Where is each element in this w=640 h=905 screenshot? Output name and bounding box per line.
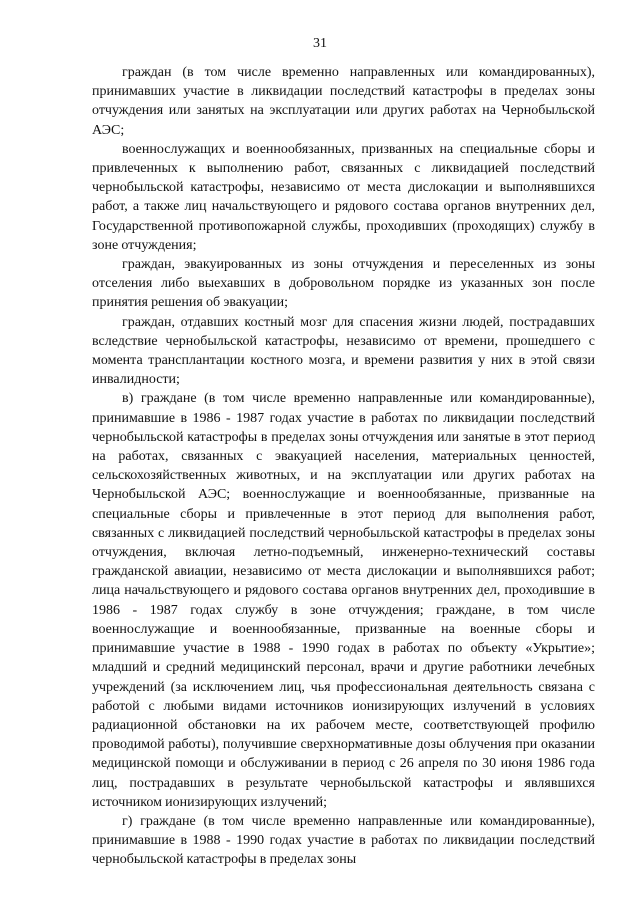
paragraph-participants-liquidation: граждан (в том числе временно направленных или командированных), принимавших участие в ликвидации последствий катастрофы в пределах зоны отчуждения или занятых на эксплуатации или других работах на Чернобыльской АЭС; xyxy=(92,65,595,138)
paragraph-military-personnel: военнослужащих и военнообязанных, призванных на специальные сборы и привлеченных к выполнению работ, связанных с ликвидацией последствий чернобыльской катастрофы, независимо от места дислокации и выполнявшихся работ, а также лиц начальствующего и рядового состава органов внутренних дел, Государственной противопожарной службы, проходивших (проходящих) службу в зоне отчуждения; xyxy=(92,141,595,253)
document-body xyxy=(92,63,595,870)
paragraph-evacuated-citizens: граждан, эвакуированных из зоны отчуждения и переселенных из зоны отселения либо выехавших в добровольном порядке из указанных зон после принятия решения об эвакуации; xyxy=(92,257,595,311)
paragraph-item-g: г) граждане (в том числе временно направленные или командированные), принимавшие в 1988 - 1990 годах участие в работах по ликвидации последствий чернобыльской катастрофы в пределах зоны xyxy=(92,813,595,868)
page-number: 31 xyxy=(313,36,327,51)
paragraph-bone-marrow-donors: граждан, отдавших костный мозг для спасения жизни людей, пострадавших вследствие чернобыльской катастрофы, независимо от времени, прошедшего с момента трансплантации костного мозга, и времени развития у них в этой связи инвалидности; xyxy=(92,314,595,388)
paragraph-item-v: в) граждане (в том числе временно направленные или командированные), принимавшие в 1986 - 1987 годах участие в работах по ликвидации последствий чернобыльской катастрофы в пределах зоны отчуждения или занятые в этот период на работах, связанных с эвакуацией населения, материальных ценностей, сельскохозяйственных животных, и на эксплуатации или других работах на Чернобыльской АЭС; военнослужащие и военнообязанные, призванные на специальные сборы и привлеченные в этот период для выполнения работ, связанных с ликвидацией последствий чернобыльской катастрофы в пределах зоны отчуждения, включая летно-подъемный, инженерно-технический составы гражданской авиации, независимо от места дислокации и выполнявшихся работ; лица начальствующего и рядового состава органов внутренних дел, проходившие в 1986 - 1987 годах службу в зоне отчуждения; граждане, в том числе военнослужащие и военнообязанные, призванные на военные сборы и принимавшие участие в 1988 - 1990 годах в работах по объекту «Укрытие»; младший и средний медицинский персонал, врачи и другие работники лечебных учреждений (за исключением лиц, чья профессиональная деятельность связана с работой с любыми видами источников ионизирующих излучений в условиях радиационной обстановки на их рабочем месте, соответствующей профилю проводимой работы), получившие сверхнормативные дозы облучения при оказании медицинской помощи и обслуживании в период с 26 апреля по 30 июня 1986 года лиц, пострадавших в результате чернобыльской катастрофы и являвшихся источником ионизирующих излучений; xyxy=(92,391,595,810)
